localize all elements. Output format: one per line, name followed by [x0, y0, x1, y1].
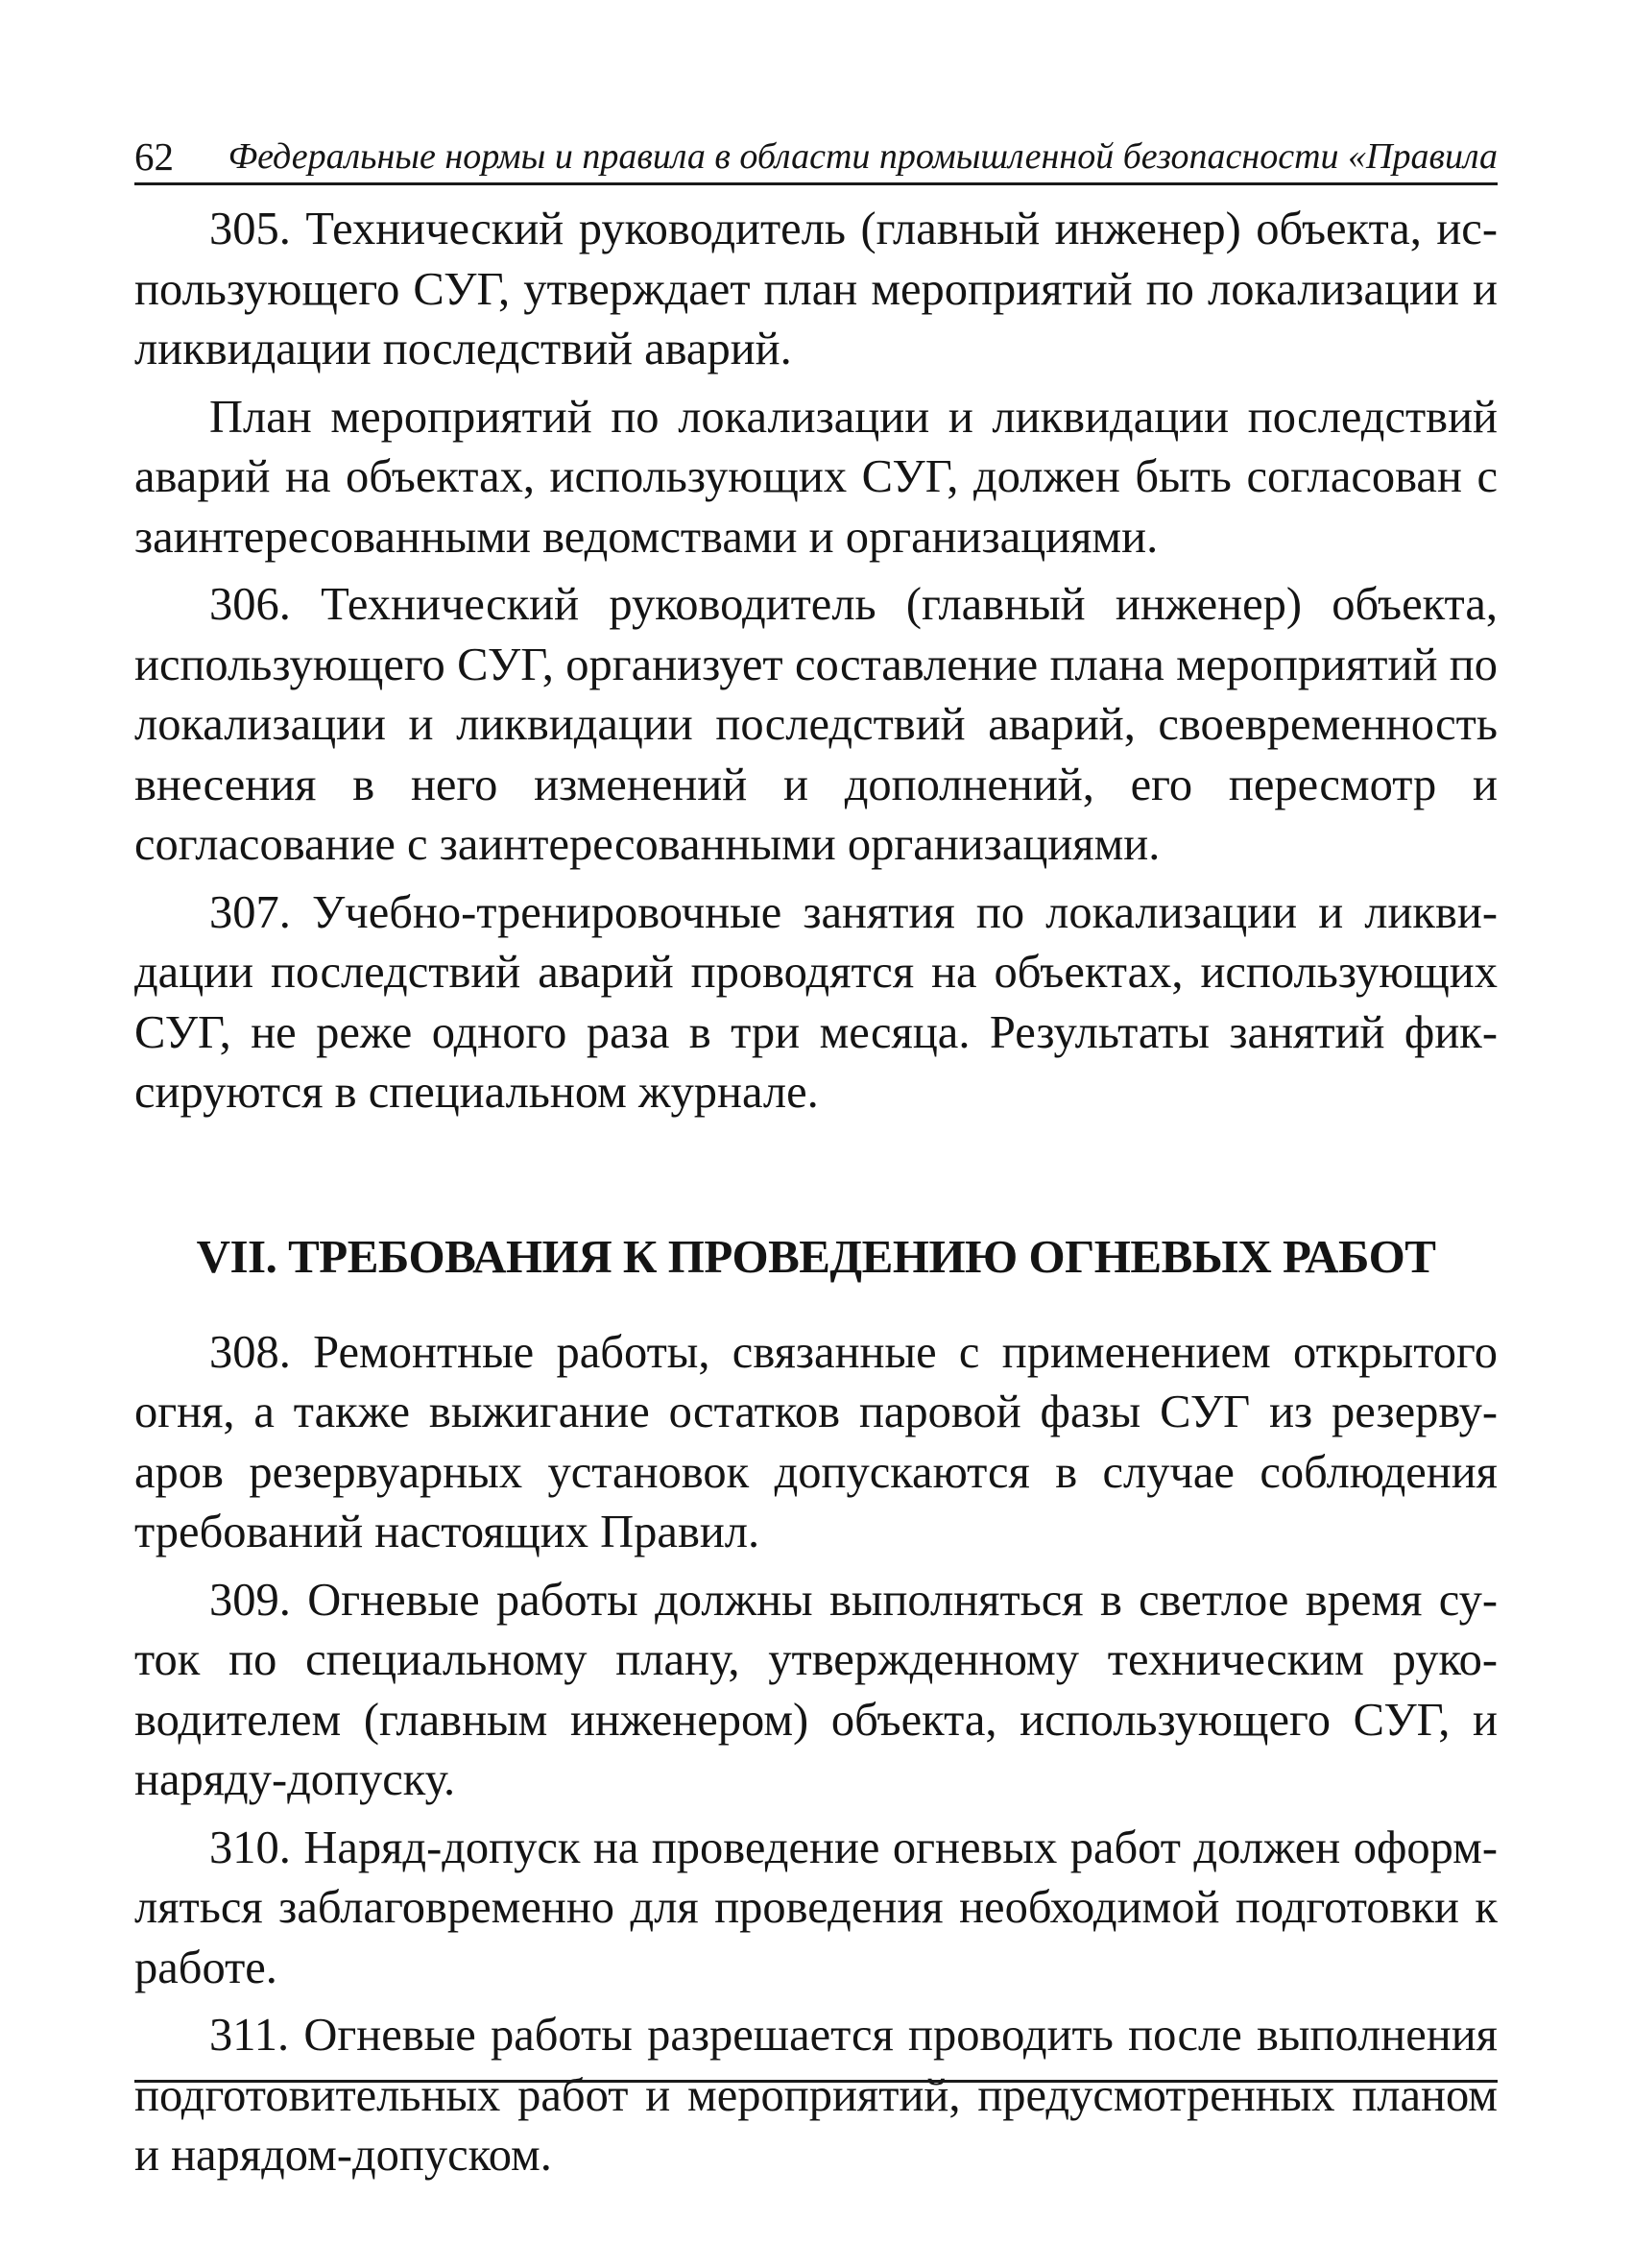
paragraph-305-plan: План мероприятий по локализации и ликвидации последствий аварий на объектах, использующих СУГ, должен быть согласован с заинтересованными ведомствами и организациями.: [134, 391, 1498, 563]
paragraph-310: 310. Наряд-допуск на проведение огневых работ должен оформляться заблаговременно для проведения необходимой подготовки к работе.: [134, 1822, 1498, 1993]
body-text: [134, 200, 1498, 2194]
paragraph-307: 307. Учебно-тренировочные занятия по локализации и ликвидации последствий аварий проводятся на объектах, использующих СУГ, не реже одного раза в три месяца. Результаты занятий фиксируются в специальном журнале.: [134, 886, 1498, 1118]
page-number: 62: [134, 134, 174, 179]
document-page: [134, 0, 1498, 2268]
running-title: Федеральные нормы и правила в области промышленной безопасности «Правила: [228, 136, 1498, 177]
paragraph-306: 306. Технический руководитель (главный инженер) объекта, использующего СУГ, организует составление плана мероприятий по локализации и ликвидации последствий аварий, своевременность внесения в него изменений и дополнений, его пересмотр и согласование с заинтересованными организациями.: [134, 579, 1498, 870]
paragraph-308: 308. Ремонтные работы, связанные с применением открытого огня, а также выжигание остатков паровой фазы СУГ из резервуаров резервуарных установок допускаются в случае соблюдения требований настоящих Правил.: [134, 1326, 1498, 1557]
footer-rule: [134, 2080, 1498, 2083]
paragraph-309: 309. Огневые работы должны выполняться в светлое время суток по специальному плану, утвержденному техническим руководителем (главным инженером) объекта, использующего СУГ, и наряду-допуску.: [134, 1574, 1498, 1805]
section-heading: VII. ТРЕБОВАНИЯ К ПРОВЕДЕНИЮ ОГНЕВЫХ РАБОТ: [196, 1229, 1436, 1283]
running-header: [134, 133, 1498, 185]
paragraph-305: 305. Технический руководитель (главный инженер) объекта, использующего СУГ, утверждает план мероприятий по локализации и ликвидации последствий аварий.: [134, 204, 1498, 374]
paragraph-311: 311. Огневые работы разрешается проводить после выполнения подготовительных работ и мероприятий, предусмотренных планом и нарядом-допуском.: [134, 2010, 1498, 2181]
